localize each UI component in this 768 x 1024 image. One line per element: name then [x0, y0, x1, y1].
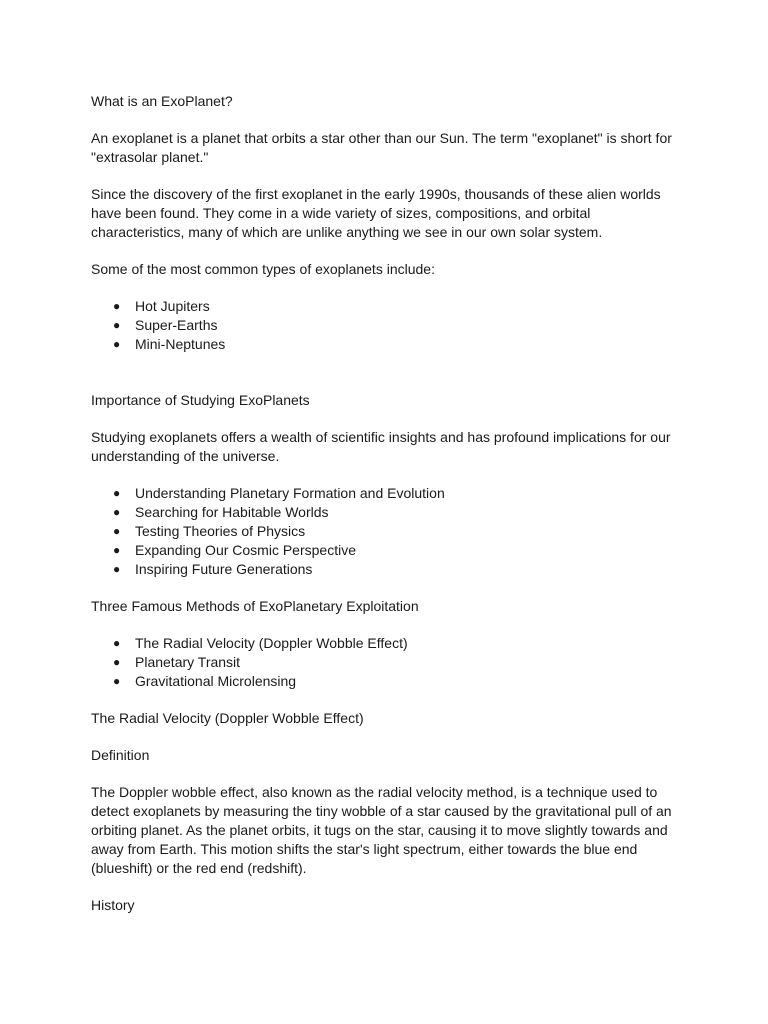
spacer	[91, 242, 681, 260]
bullet-icon: ●	[113, 562, 121, 576]
list-item-text: Super-Earths	[135, 317, 218, 333]
bullet-icon: ●	[113, 543, 121, 557]
list-methods	[91, 634, 681, 691]
subheading-definition: Definition	[91, 747, 150, 763]
list-item-text: Testing Theories of Physics	[135, 523, 306, 539]
list-item	[91, 541, 681, 560]
list-item	[91, 335, 681, 354]
paragraph-importance: Studying exoplanets offers a wealth of scientific insights and has profound implications for our understanding of the universe.	[91, 429, 671, 464]
list-item-text: Understanding Planetary Formation and Evolution	[135, 485, 445, 501]
list-item	[91, 653, 681, 672]
list-item	[91, 503, 681, 522]
list-item-text: Mini-Neptunes	[135, 336, 226, 352]
spacer	[91, 616, 681, 634]
section-heading-methods: Three Famous Methods of ExoPlanetary Exploitation	[91, 598, 419, 614]
list-item-text: Gravitational Microlensing	[135, 673, 297, 689]
section-heading-what-is-exoplanet: What is an ExoPlanet?	[91, 93, 233, 109]
list-item	[91, 560, 681, 579]
spacer	[91, 691, 681, 709]
list-item-text: Inspiring Future Generations	[135, 561, 313, 577]
list-item	[91, 672, 681, 691]
paragraph-common-types-intro: Some of the most common types of exoplanets include:	[91, 261, 435, 277]
list-item-text: The Radial Velocity (Doppler Wobble Effect)	[135, 635, 408, 651]
section-heading-radial-velocity: The Radial Velocity (Doppler Wobble Effect)	[91, 710, 364, 726]
spacer	[91, 167, 681, 185]
spacer	[91, 111, 681, 129]
bullet-icon: ●	[113, 524, 121, 538]
spacer	[91, 354, 681, 391]
spacer	[91, 728, 681, 746]
list-item-text: Expanding Our Cosmic Perspective	[135, 542, 356, 558]
section-heading-importance: Importance of Studying ExoPlanets	[91, 392, 310, 408]
spacer	[91, 878, 681, 896]
list-item	[91, 634, 681, 653]
spacer	[91, 279, 681, 297]
document-body	[91, 92, 681, 915]
list-item-text: Planetary Transit	[135, 654, 241, 670]
spacer	[91, 765, 681, 783]
list-item	[91, 522, 681, 541]
spacer	[91, 466, 681, 484]
list-item	[91, 484, 681, 503]
list-item-text: Hot Jupiters	[135, 298, 210, 314]
spacer	[91, 410, 681, 428]
subheading-history: History	[91, 897, 135, 913]
bullet-icon: ●	[113, 505, 121, 519]
bullet-icon: ●	[113, 337, 121, 351]
bullet-icon: ●	[113, 636, 121, 650]
list-importance	[91, 484, 681, 579]
paragraph-exoplanet-definition: An exoplanet is a planet that orbits a star other than our Sun. The term "exoplanet" is short for "extrasolar planet."	[91, 130, 672, 165]
bullet-icon: ●	[113, 318, 121, 332]
list-item	[91, 316, 681, 335]
paragraph-doppler-definition: The Doppler wobble effect, also known as the radial velocity method, is a technique used to detect exoplanets by measuring the tiny wobble of a star caused by the gravitational pull of an orbiting planet. As the planet orbits, it tugs on the star, causing it to move slightly towards and away from Earth. This motion shifts the star's light spectrum, either towards the blue end (blueshift) or the red end (redshift).	[91, 784, 672, 876]
bullet-icon: ●	[113, 486, 121, 500]
list-exoplanet-types	[91, 297, 681, 354]
bullet-icon: ●	[113, 674, 121, 688]
list-item-text: Searching for Habitable Worlds	[135, 504, 329, 520]
list-item	[91, 297, 681, 316]
spacer	[91, 579, 681, 597]
bullet-icon: ●	[113, 655, 121, 669]
bullet-icon: ●	[113, 299, 121, 313]
paragraph-discovery: Since the discovery of the first exoplanet in the early 1990s, thousands of these alien worlds have been found. They come in a wide variety of sizes, compositions, and orbital characteristics, many of which are unlike anything we see in our own solar system.	[91, 186, 661, 240]
